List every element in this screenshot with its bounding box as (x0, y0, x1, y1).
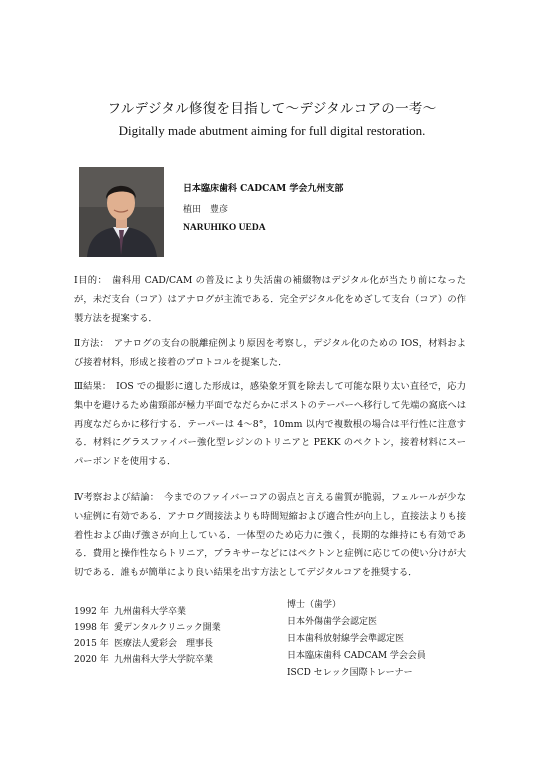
credential-item: 日本外傷歯学会認定医 (287, 617, 378, 627)
title-english: Digitally made abutment aiming for full digital restoration. (118, 123, 426, 138)
career-text: 医療法人愛彩会 理事長 (114, 639, 214, 649)
career-row (74, 652, 213, 668)
career-year: 2020 年 (74, 655, 109, 665)
author-name-japanese: 植田 豊彦 (183, 205, 229, 215)
credential-item: 博士（歯学） (287, 600, 342, 610)
career-text: 九州歯科大学卒業 (114, 607, 187, 617)
career-year: 1992 年 (74, 607, 109, 617)
career-text: 九州歯科大学大学院卒業 (114, 655, 214, 665)
career-text: 愛デンタルクリニック開業 (114, 623, 221, 633)
title-japanese: フルデジタル修復を目指して〜デジタルコアの一考〜 (107, 101, 437, 117)
portrait-image (79, 167, 164, 257)
credential-item: ISCD セレック国際トレーナー (287, 668, 413, 678)
section-results: Ⅲ結果： IOS での撮影に適した形成は，感染象牙質を除去して可能な限り太い直径で，応力集中を避けるため歯頸部が極力平面でなだらかにポストのテーパーへ移行して先端の窩底へは再度なだらかに移行する．テーパーは 4〜8°，10mm 以内で複数根の場合は平行性に注意する．材料にグラスファイバー強化型レジンのトリニアと PEKK のペクトン，接着材料にスーパーボンドを使用する． (74, 381, 466, 468)
author-affiliation: 日本臨床歯科 CADCAM 学会九州支部 (183, 184, 344, 194)
career-year: 1998 年 (74, 623, 109, 633)
section-discussion: Ⅳ考察および結論： 今までのファイバーコアの弱点と言える歯質が脆弱，フェルールが少ない症例に有効である．アナログ間接法よりも時間短縮および適合性が向上し，直接法よりも接着性および曲げ強さが向上している．一体型のため応力に強く，長期的な維持にも有効である．費用と操作性ならトリニア，ブラキサーなどにはペクトンと症例に応じての使い分けが大切である．誰もが簡単により良い結果を出す方法としてデジタルコアを推奨する． (74, 492, 466, 579)
career-year: 2015 年 (74, 639, 109, 649)
section-method: Ⅱ方法： アナログの支台の脱離症例より原因を考察し，デジタル化のための IOS，材料および接着材料，形成と接着のプロトコルを提案した． (74, 338, 466, 368)
credential-item: 日本歯科放射線学会準認定医 (287, 634, 405, 644)
author-photo (79, 167, 164, 257)
career-row (74, 620, 221, 636)
career-row (74, 604, 186, 620)
credential-item: 日本臨床歯科 CADCAM 学会会員 (287, 651, 426, 661)
author-name-english: NARUHIKO UEDA (183, 223, 266, 233)
career-row (74, 636, 213, 652)
section-purpose: Ⅰ目的： 歯科用 CAD/CAM の普及により失活歯の補綴物はデジタル化が当たり前になったが，未だ支台（コア）はアナログが主流である．完全デジタル化をめざして支台（コア）の作製方法を提案する． (74, 275, 466, 324)
